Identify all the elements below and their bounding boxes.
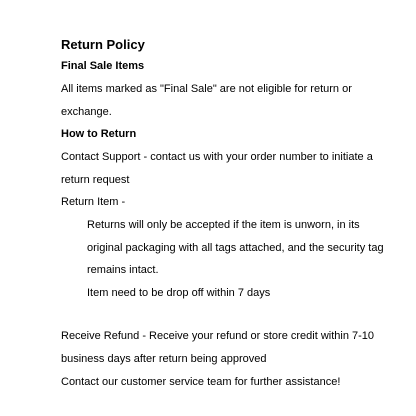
how-to-return-heading: How to Return bbox=[61, 128, 137, 140]
page-title: Return Policy bbox=[61, 37, 145, 52]
closing-note: Contact our customer service team for further assistance! bbox=[61, 376, 341, 388]
return-item-detail-line-2: original packaging with all tags attached, and the security tag bbox=[87, 242, 384, 254]
final-sale-text-line-1: All items marked as "Final Sale" are not eligible for return or bbox=[61, 83, 352, 95]
receive-refund-line-1: Receive Refund - Receive your refund or store credit within 7-10 bbox=[61, 330, 375, 342]
return-item-label: Return Item - bbox=[61, 196, 126, 208]
contact-support-line-1: Contact Support - contact us with your order number to initiate a bbox=[61, 151, 373, 163]
final-sale-text-line-2: exchange. bbox=[61, 106, 112, 118]
receive-refund-line-2: business days after return being approved bbox=[61, 353, 267, 365]
final-sale-heading: Final Sale Items bbox=[61, 60, 145, 72]
contact-support-line-2: return request bbox=[61, 174, 130, 186]
return-item-detail-line-3: remains intact. bbox=[87, 264, 159, 276]
return-item-detail-line-4: Item need to be drop off within 7 days bbox=[87, 287, 271, 299]
return-item-detail-line-1: Returns will only be accepted if the item is unworn, in its bbox=[87, 219, 360, 231]
